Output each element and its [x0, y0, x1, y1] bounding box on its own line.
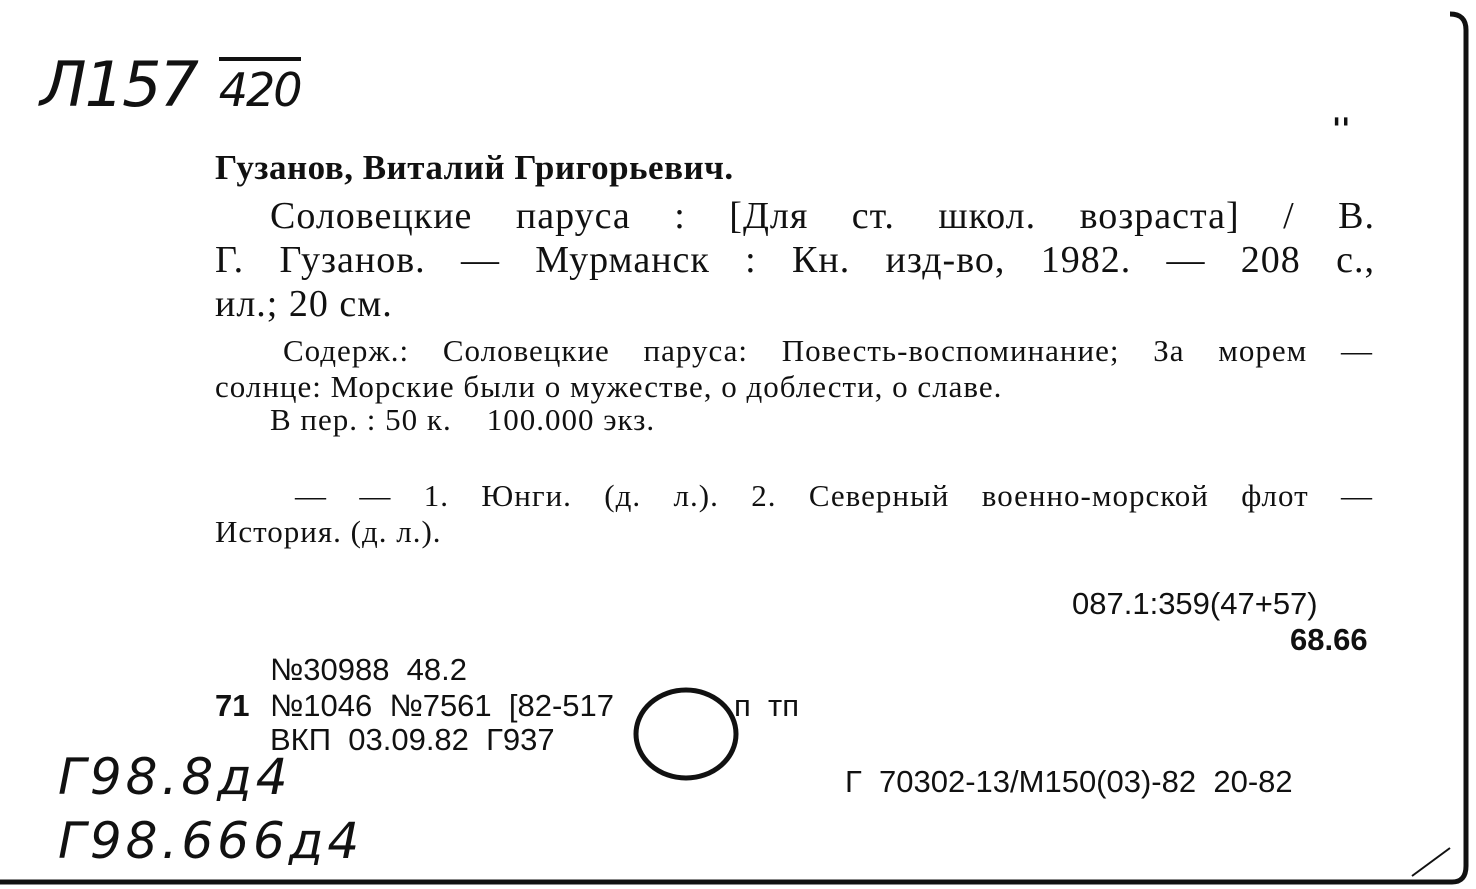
author-heading: Гузанов, Виталий Григорьевич.: [215, 148, 734, 187]
ref-line-2: №1046 №7561 [82-517: [270, 688, 615, 723]
handwritten-code-2: Г98.666д4: [58, 812, 364, 870]
contents-line-2: солнце: Морские были о мужестве, о доблести, о славе.: [215, 369, 1003, 404]
title-line-1: [270, 194, 1375, 238]
ref-line-2-suffix: п тп: [734, 688, 799, 723]
corner-mark: '': [1332, 112, 1351, 147]
ref-line-3: ВКП 03.09.82 Г937: [270, 722, 555, 757]
handwritten-code-1: Г98.8д4: [58, 748, 292, 806]
title-line-3: ил.; 20 см.: [215, 283, 393, 325]
index-code: Г 70302-13/М150(03)-82 20-82: [845, 764, 1293, 799]
bbk-code: 68.66: [1290, 622, 1368, 657]
shelf-code-main: Л157: [40, 48, 197, 121]
price-line: В пер. : 50 к. 100.000 экз.: [270, 402, 656, 437]
title-line-2-text: Г. Гузанов. — Мурманск : Кн. изд-во, 1982. — 208 с.,: [215, 239, 1375, 281]
title-line-1-text: Соловецкие паруса : [Для ст. школ. возраста] / В.: [270, 195, 1375, 237]
title-line-2: [215, 238, 1375, 282]
shelf-code-sub: 420: [219, 57, 301, 113]
contents-line-1-text: Содерж.: Соловецкие паруса: Повесть-воспоминание; За морем —: [283, 333, 1373, 368]
subjects-line-1-text: — — 1. Юнги. (д. л.). 2. Северный военно-морской флот —: [295, 478, 1373, 513]
ref-line-2-prefix: 71: [215, 688, 250, 723]
subjects-line-2: История. (д. л.).: [215, 514, 442, 549]
subjects-line-1: [295, 478, 1373, 514]
ref-line-1: №30988 48.2: [270, 652, 468, 687]
handwritten-shelf-code: [40, 48, 301, 121]
udc-code: 087.1:359(47+57): [1072, 586, 1318, 621]
punch-hole: [636, 690, 736, 778]
contents-line-1: [283, 333, 1373, 369]
